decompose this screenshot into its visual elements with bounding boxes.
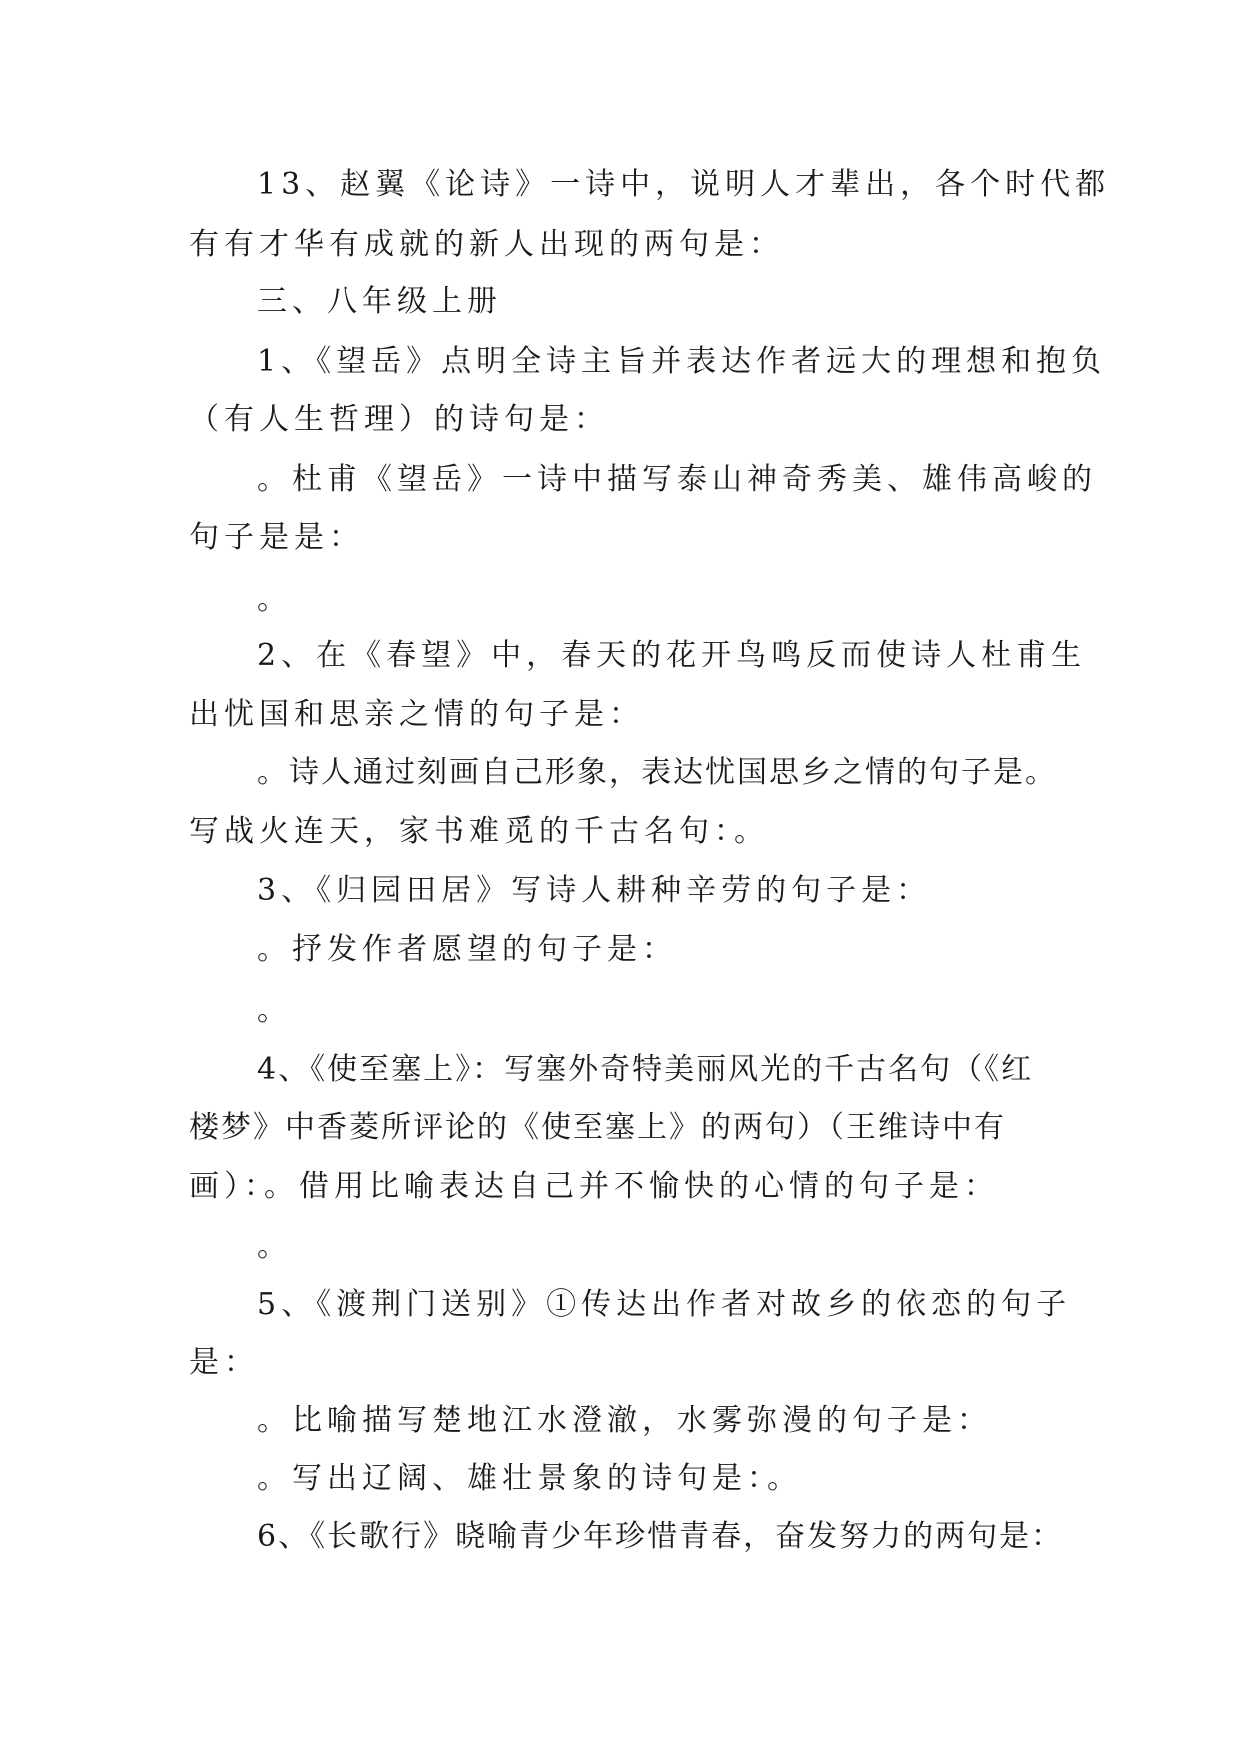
text-line: 。杜甫《望岳》一诗中描写泰山神奇秀美、雄伟高峻的 bbox=[257, 462, 1097, 497]
text-line: 1、《望岳》点明全诗主旨并表达作者远大的理想和抱负 bbox=[257, 344, 1107, 379]
text-line: 楼梦》中香菱所评论的《使至塞上》的两句）（王维诗中有 bbox=[189, 1110, 1006, 1145]
text-line: 。 bbox=[257, 1229, 292, 1264]
text-line: 。 bbox=[257, 993, 292, 1028]
text-line: 6、《长歌行》晓喻青少年珍惜青春，奋发努力的两句是： bbox=[257, 1519, 1064, 1554]
text-line: 句子是是： bbox=[189, 520, 364, 555]
text-line: 。抒发作者愿望的句子是： bbox=[257, 932, 677, 967]
text-line: 是： bbox=[189, 1345, 259, 1380]
text-line: 13、赵翼《论诗》一诗中，说明人才辈出，各个时代都 bbox=[257, 167, 1111, 202]
text-line: 。比喻描写楚地江水澄澈，水雾弥漫的句子是： bbox=[257, 1403, 992, 1438]
text-line: 写战火连天，家书难觅的千古名句：。 bbox=[189, 814, 769, 849]
text-line: 2、在《春望》中，春天的花开鸟鸣反而使诗人杜甫生 bbox=[257, 638, 1087, 673]
text-line: 出忧国和思亲之情的句子是： bbox=[189, 697, 644, 732]
text-line: 5、《渡荆门送别》①传达出作者对故乡的依恋的句子 bbox=[257, 1287, 1072, 1322]
text-line: 画）：。借用比喻表达自己并不愉快的心情的句子是： bbox=[189, 1169, 999, 1204]
text-line: 4、《使至塞上》：写塞外奇特美丽风光的千古名句（《红 bbox=[257, 1052, 1034, 1087]
text-line: 。 bbox=[257, 582, 292, 617]
text-line: 3、《归园田居》写诗人耕种辛劳的句子是： bbox=[257, 873, 932, 908]
text-line: 。写出辽阔、雄壮景象的诗句是：。 bbox=[257, 1461, 802, 1496]
text-line: （有人生哲理）的诗句是： bbox=[189, 402, 609, 437]
section-heading: 三、八年级上册 bbox=[257, 284, 502, 319]
text-line: 。诗人通过刻画自己形象，表达忧国思乡之情的句子是。 bbox=[257, 755, 1057, 790]
text-line: 有有才华有成就的新人出现的两句是： bbox=[189, 227, 784, 262]
